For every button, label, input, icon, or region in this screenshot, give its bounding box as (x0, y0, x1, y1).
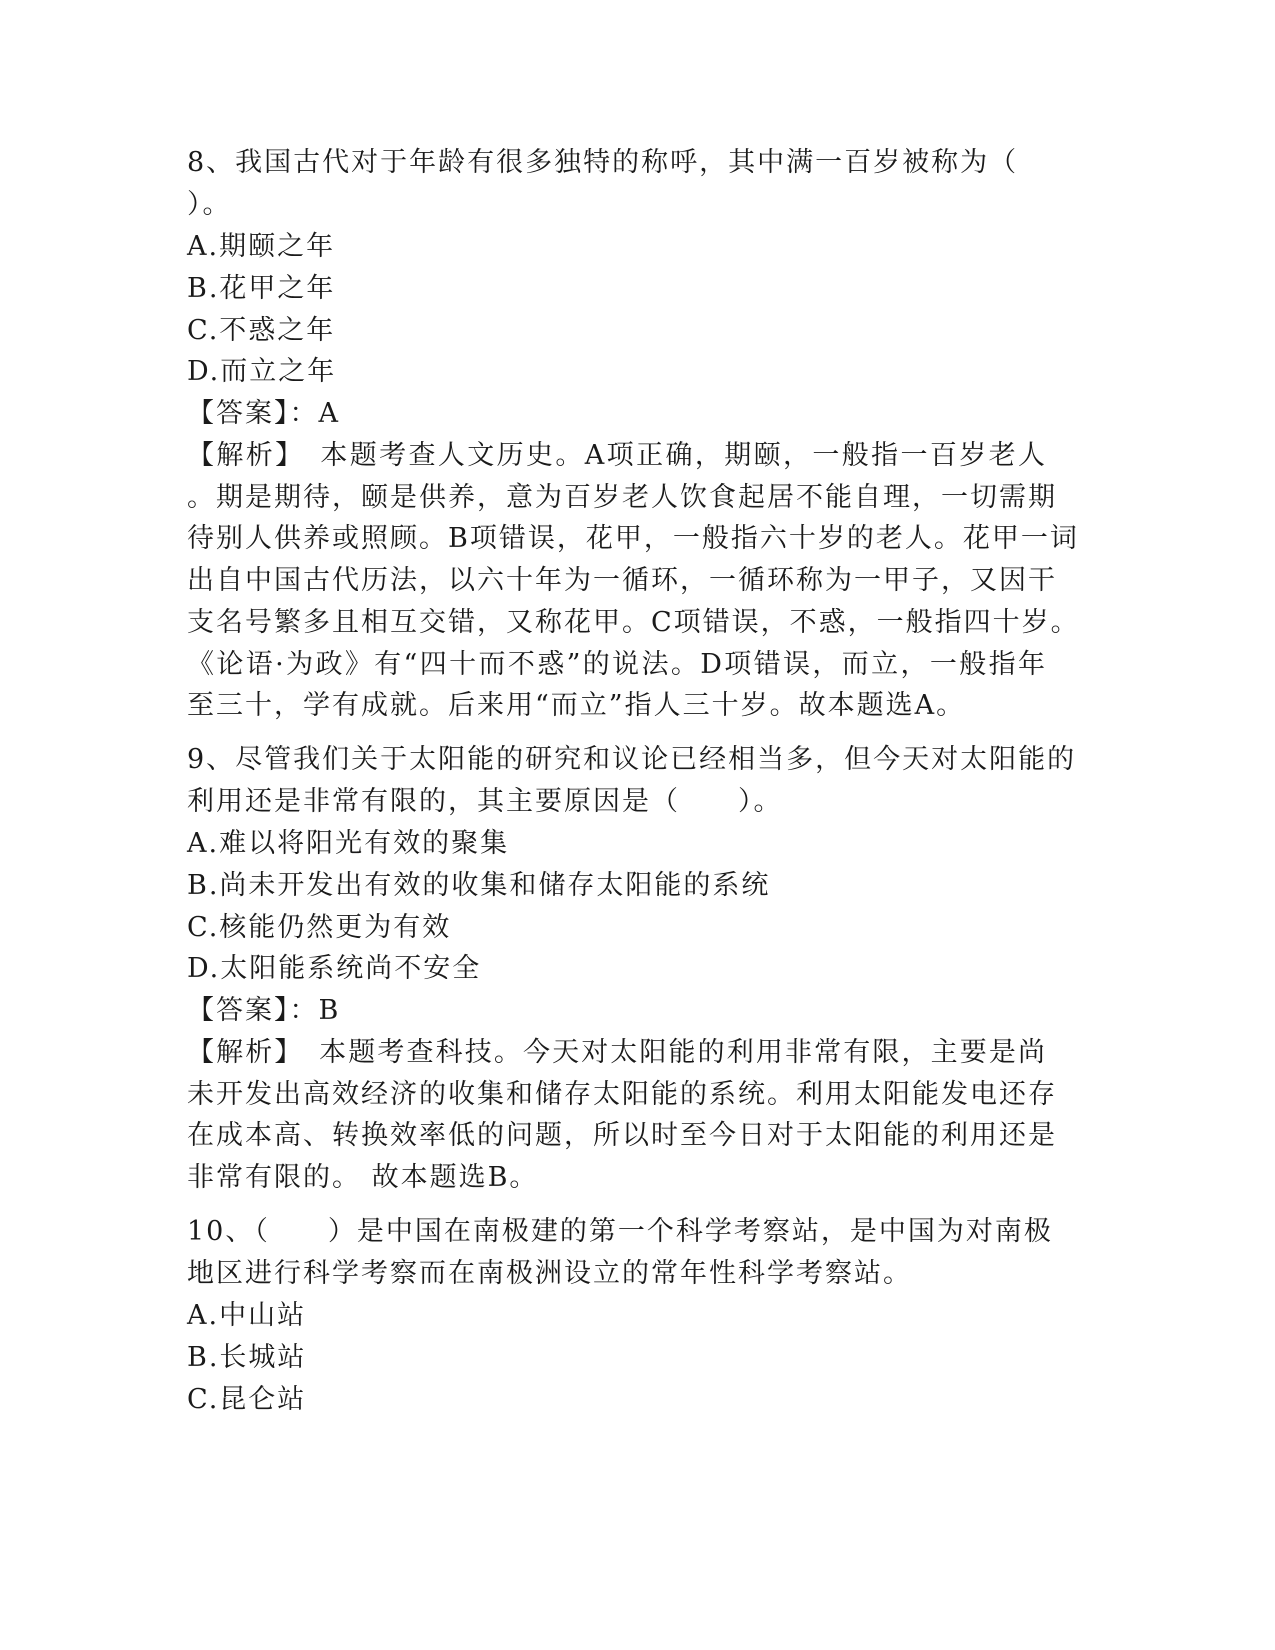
question-10-option-c: C.昆仑站 (187, 1384, 307, 1415)
question-8-stem-line-1: 8、我国古代对于年龄有很多独特的称呼，其中满一百岁被称为（ (187, 147, 1019, 178)
question-8-option-a: A.期颐之年 (187, 231, 336, 262)
question-9-answer: 【答案】：B (187, 995, 341, 1026)
question-8-analysis-line-6: 《论语·为政》有“四十而不惑”的说法。D项错误，而立，一般指年 (187, 649, 1047, 680)
question-10-stem-line-1: 10、（ ）是中国在南极建的第一个科学考察站，是中国为对南极 (187, 1216, 1053, 1247)
question-10-stem-line-2: 地区进行科学考察而在南极洲设立的常年性科学考察站。 (187, 1258, 912, 1289)
question-8-option-d: D.而立之年 (187, 356, 337, 387)
question-9-option-b: B.尚未开发出有效的收集和储存太阳能的系统 (187, 870, 771, 901)
question-8-analysis-line-4: 出自中国古代历法，以六十年为一循环，一循环称为一甲子，又因干 (187, 565, 1057, 596)
question-8-stem-line-2: ）。 (187, 189, 232, 220)
question-8-analysis-line-3: 待别人供养或照顾。B项错误，花甲，一般指六十岁的老人。花甲一词 (187, 523, 1079, 554)
question-9-option-d: D.太阳能系统尚不安全 (187, 953, 482, 984)
question-9-analysis-line-2: 未开发出高效经济的收集和储存太阳能的系统。利用太阳能发电还存 (187, 1079, 1057, 1110)
question-9-analysis-line-3: 在成本高、转换效率低的问题，所以时至今日对于太阳能的利用还是 (187, 1120, 1057, 1151)
question-9-option-a: A.难以将阳光有效的聚集 (187, 828, 510, 859)
question-8-analysis-line-2: 。期是期待，颐是供养，意为百岁老人饮食起居不能自理，一切需期 (187, 482, 1057, 513)
question-9-option-c: C.核能仍然更为有效 (187, 912, 452, 943)
question-8-analysis-line-7: 至三十，学有成就。后来用“而立”指人三十岁。故本题选A。 (187, 690, 966, 721)
question-10-option-a: A.中山站 (187, 1300, 307, 1331)
question-8-analysis-line-1: 【解析】 本题考查人文历史。A项正确，期颐，一般指一百岁老人 (187, 440, 1047, 471)
question-9-analysis-line-1: 【解析】 本题考查科技。今天对太阳能的利用非常有限，主要是尚 (187, 1037, 1047, 1068)
question-10-option-b: B.长城站 (187, 1342, 307, 1373)
question-8-option-c: C.不惑之年 (187, 315, 336, 346)
question-8-option-b: B.花甲之年 (187, 273, 336, 304)
question-8-analysis-line-5: 支名号繁多且相互交错，又称花甲。C项错误，不惑，一般指四十岁。 (187, 607, 1080, 638)
question-9-stem-line-1: 9、尽管我们关于太阳能的研究和议论已经相当多，但今天对太阳能的 (187, 744, 1077, 775)
question-9-stem-line-2: 利用还是非常有限的，其主要原因是（ ）。 (187, 786, 783, 817)
question-9-analysis-line-4: 非常有限的。 故本题选B。 (187, 1162, 539, 1193)
question-8-answer: 【答案】：A (187, 398, 340, 429)
